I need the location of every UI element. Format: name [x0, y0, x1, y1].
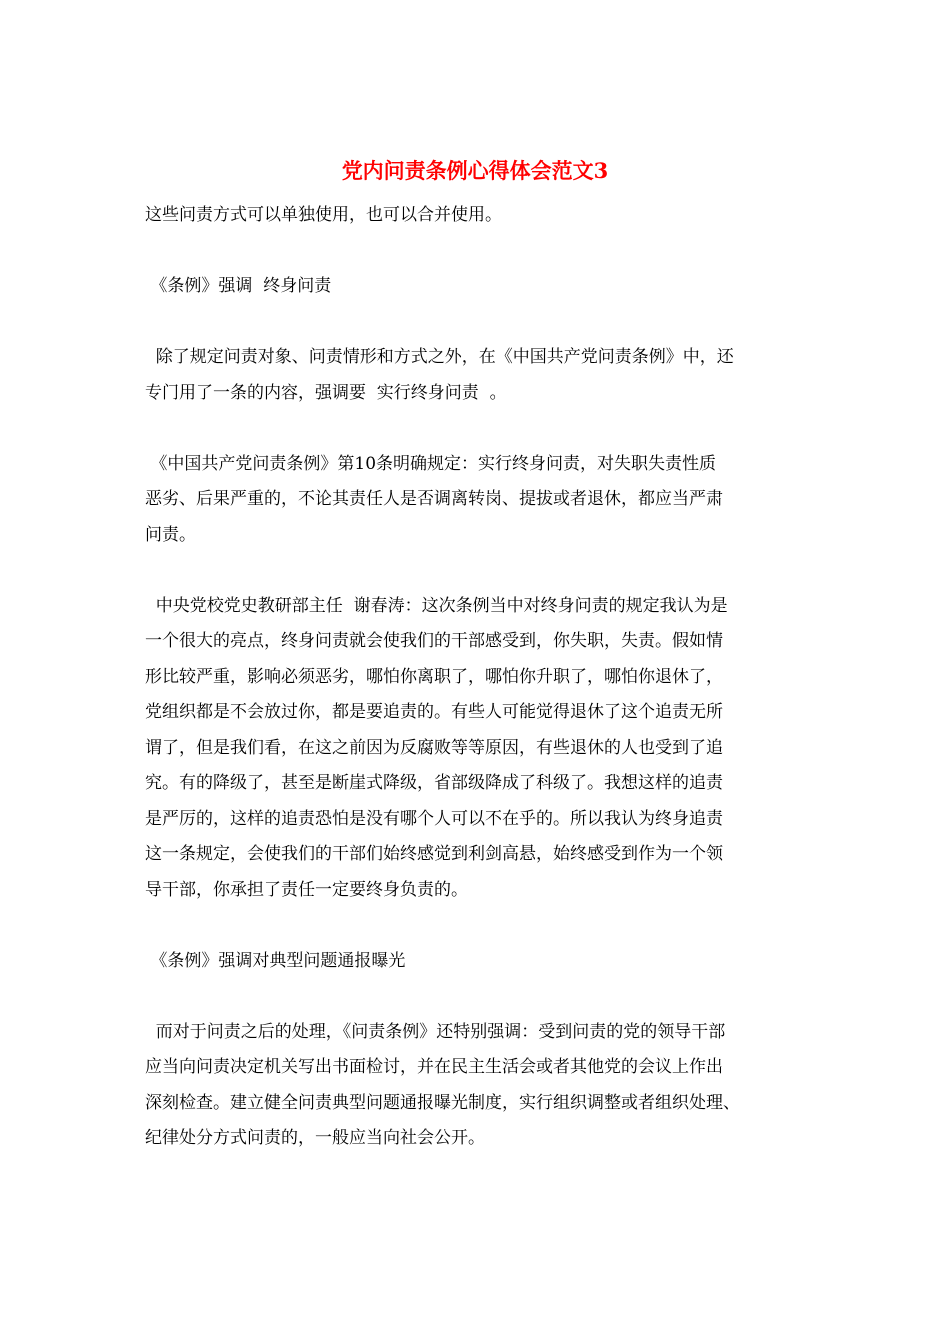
text-line: 究。有的降级了，甚至是断崖式降级，省部级降成了科级了。我想这样的追责: [145, 773, 723, 793]
text-line: 党组织都是不会放过你，都是要追责的。有些人可能觉得退休了这个追责无所: [145, 702, 723, 722]
text-line: 是严厉的，这样的追责恐怕是没有哪个人可以不在乎的。所以我认为终身追责: [145, 808, 723, 829]
text-line: 问责。: [145, 524, 196, 545]
text-line: 专门用了一条的内容，强调要 实行终身问责 。: [145, 382, 507, 403]
blank-line: [145, 234, 815, 270]
text-line: 谓了，但是我们看，在这之前因为反腐败等等原因，有些退休的人也受到了追: [145, 737, 723, 758]
text-line: 这一条规定，会使我们的干部们始终感觉到利剑高悬，始终感受到作为一个领: [145, 844, 723, 864]
text-line: 纪律处分方式问责的，一般应当向社会公开。: [145, 1128, 485, 1148]
text-line: 一个很大的亮点，终身问责就会使我们的干部感受到，你失职，失责。假如情: [145, 631, 723, 651]
blank-line: [145, 908, 815, 944]
blank-line: [145, 979, 815, 1015]
text-line: 而对于问责之后的处理，《问责条例》还特别强调：受到问责的党的领导干部: [145, 1021, 726, 1042]
document-title: 党内问责条例心得体会范文3: [341, 158, 609, 183]
text-line: 导干部，你承担了责任一定要终身负责的。: [145, 879, 468, 900]
text-line: 这些问责方式可以单独使用，也可以合并使用。: [145, 205, 502, 225]
text-line: 应当向问责决定机关写出书面检讨，并在民主生活会或者其他党的会议上作出: [145, 1057, 723, 1077]
text-line: 《条例》强调对典型问题通报曝光: [145, 950, 406, 971]
blank-line: [145, 411, 815, 447]
blank-line: [145, 553, 815, 589]
text-line: 形比较严重，影响必须恶劣，哪怕你离职了，哪怕你升职了，哪怕你退休了，: [145, 666, 723, 687]
text-line: 《中国共产党问责条例》第10条明确规定：实行终身问责，对失职失责性质: [145, 453, 717, 474]
text-line: 深刻检查。建立健全问责典型问题通报曝光制度，实行组织调整或者组织处理、: [145, 1092, 740, 1113]
text-line: 《条例》强调 终身问责: [145, 276, 332, 296]
document-body: [145, 198, 815, 1157]
text-line: 除了规定问责对象、问责情形和方式之外，在《中国共产党问责条例》中，还: [145, 347, 734, 367]
text-line: 中央党校党史教研部主任 谢春涛：这次条例当中对终身问责的规定我认为是: [145, 595, 728, 616]
blank-line: [145, 305, 815, 341]
text-line: 恶劣、后果严重的，不论其责任人是否调离转岗、提拔或者退休，都应当严肃: [145, 489, 723, 509]
